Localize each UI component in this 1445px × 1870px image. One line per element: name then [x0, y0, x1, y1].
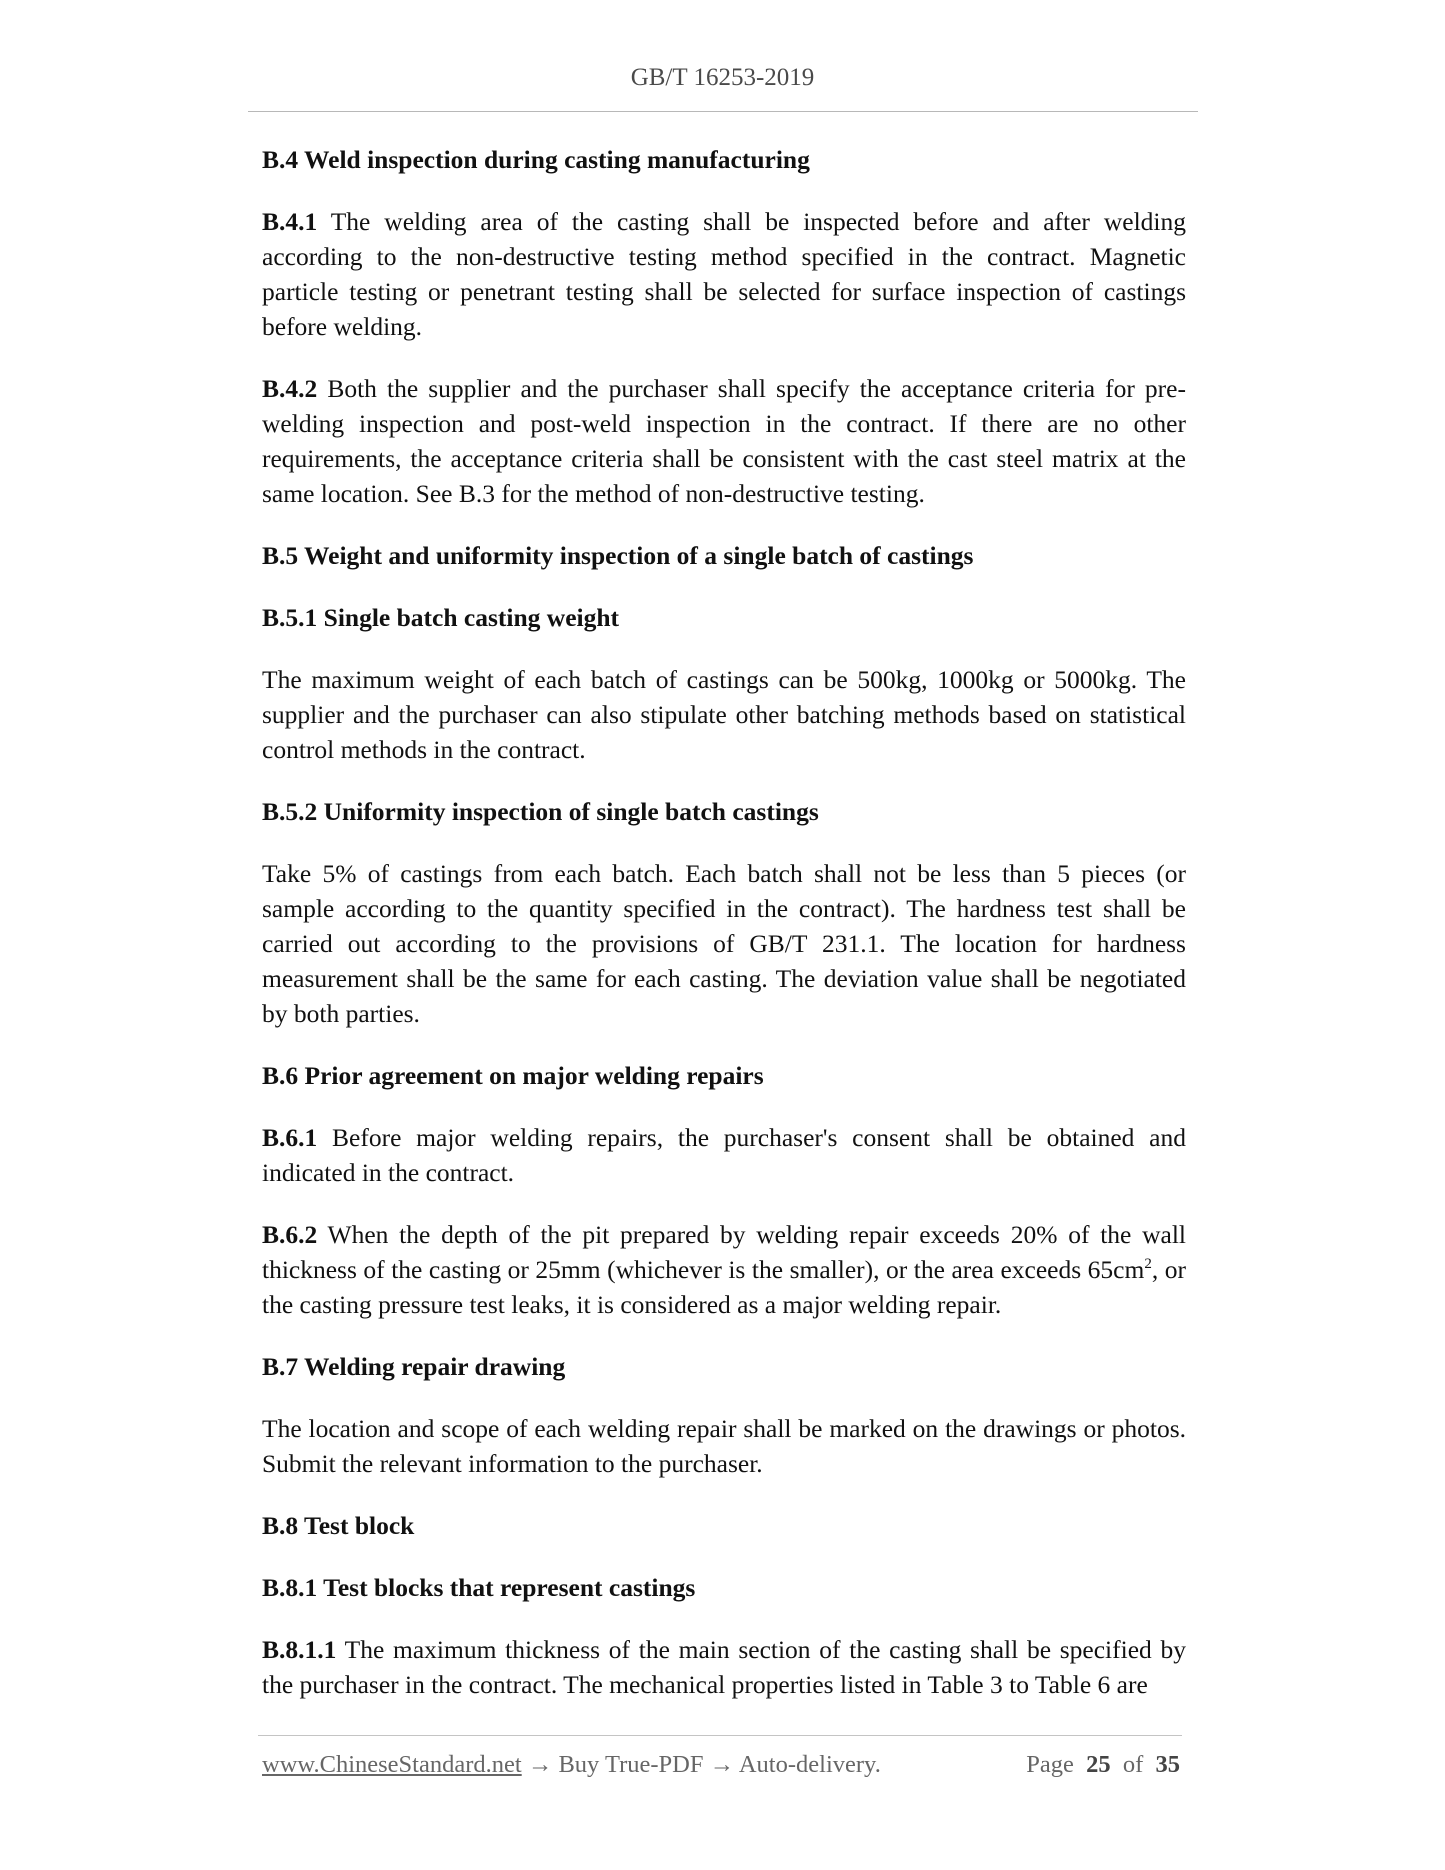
clause-text: Before major welding repairs, the purchaser's consent shall be obtained and indicated in the contract.: [262, 1123, 1186, 1187]
page-of-label: of: [1122, 1751, 1144, 1778]
clause-text: Both the supplier and the purchaser shall specify the acceptance criteria for pre-welding inspection and post-weld inspection in the contract. If there are no other requirements, the acceptance criteria shall be consistent with the cast steel matrix at the same location. See B.3 for the method of non-destructive testing.: [262, 374, 1186, 508]
subsection-heading-b5-2: B.5.2 Uniformity inspection of single batch castings: [262, 797, 819, 826]
footer-divider: [258, 1735, 1182, 1736]
clause-number: B.4.2: [262, 374, 318, 403]
footer-promo: [262, 1751, 881, 1779]
clause-b4-2: [262, 371, 1186, 511]
page-current: 25: [1086, 1751, 1111, 1778]
paragraph-b7: The location and scope of each welding repair shall be marked on the drawings or photos. Submit the relevant information to the purchaser.: [262, 1414, 1186, 1478]
superscript: 2: [1144, 1256, 1152, 1272]
section-heading-b7: B.7 Welding repair drawing: [262, 1352, 566, 1381]
subsection-heading-b8-1: B.8.1 Test blocks that represent castings: [262, 1573, 696, 1602]
clause-b8-1-1: [262, 1632, 1186, 1702]
section-heading-b4: B.4 Weld inspection during casting manufacturing: [262, 145, 810, 174]
section-heading-b6: B.6 Prior agreement on major welding repairs: [262, 1061, 764, 1090]
clause-number: B.6.2: [262, 1220, 318, 1249]
clause-b6-1: [262, 1120, 1186, 1190]
page-total: 35: [1155, 1751, 1180, 1778]
page-header-title: GB/T 16253-2019: [630, 64, 815, 91]
paragraph-b5-1: The maximum weight of each batch of castings can be 500kg, 1000kg or 5000kg. The supplier and the purchaser can also stipulate other batching methods based on statistical control methods in the contract.: [262, 665, 1186, 764]
clause-number: B.4.1: [262, 207, 318, 236]
clause-text: When the depth of the pit prepared by welding repair exceeds 20% of the wall thickness of the casting or 25mm (whichever is the smaller), or the area exceeds 65cm: [262, 1220, 1186, 1284]
section-heading-b5: B.5 Weight and uniformity inspection of a single batch of castings: [262, 541, 974, 570]
clause-number: B.8.1.1: [262, 1635, 337, 1664]
page-label: Page: [1026, 1751, 1074, 1778]
header-divider: [248, 111, 1198, 112]
clause-number: B.6.1: [262, 1123, 318, 1152]
section-heading-b8: B.8 Test block: [262, 1511, 415, 1540]
clause-text-continued: , or the casting pressure test leaks, it is considered as a major welding repair.: [262, 1255, 1186, 1319]
document-body: [262, 142, 1186, 1729]
clause-text: The welding area of the casting shall be inspected before and after welding according to the non-destructive testing method specified in the contract. Magnetic particle testing or penetrant testing shall be selected for surface inspection of castings before welding.: [262, 207, 1186, 341]
page-indicator: [1026, 1751, 1180, 1779]
website-link[interactable]: www.ChineseStandard.net: [262, 1751, 522, 1778]
footer-nav-text: → Buy True-PDF → Auto-delivery.: [521, 1751, 881, 1778]
clause-b6-2: [262, 1217, 1186, 1322]
subsection-heading-b5-1: B.5.1 Single batch casting weight: [262, 603, 620, 632]
clause-b4-1: [262, 204, 1186, 344]
clause-text: The maximum thickness of the main section of the casting shall be specified by the purchaser in the contract. The mechanical properties listed in Table 3 to Table 6 are: [262, 1635, 1186, 1699]
paragraph-b5-2: Take 5% of castings from each batch. Each batch shall not be less than 5 pieces (or sample according to the quantity specified in the contract). The hardness test shall be carried out according to the provisions of GB/T 231.1. The location for hardness measurement shall be the same for each casting. The deviation value shall be negotiated by both parties.: [262, 859, 1186, 1028]
